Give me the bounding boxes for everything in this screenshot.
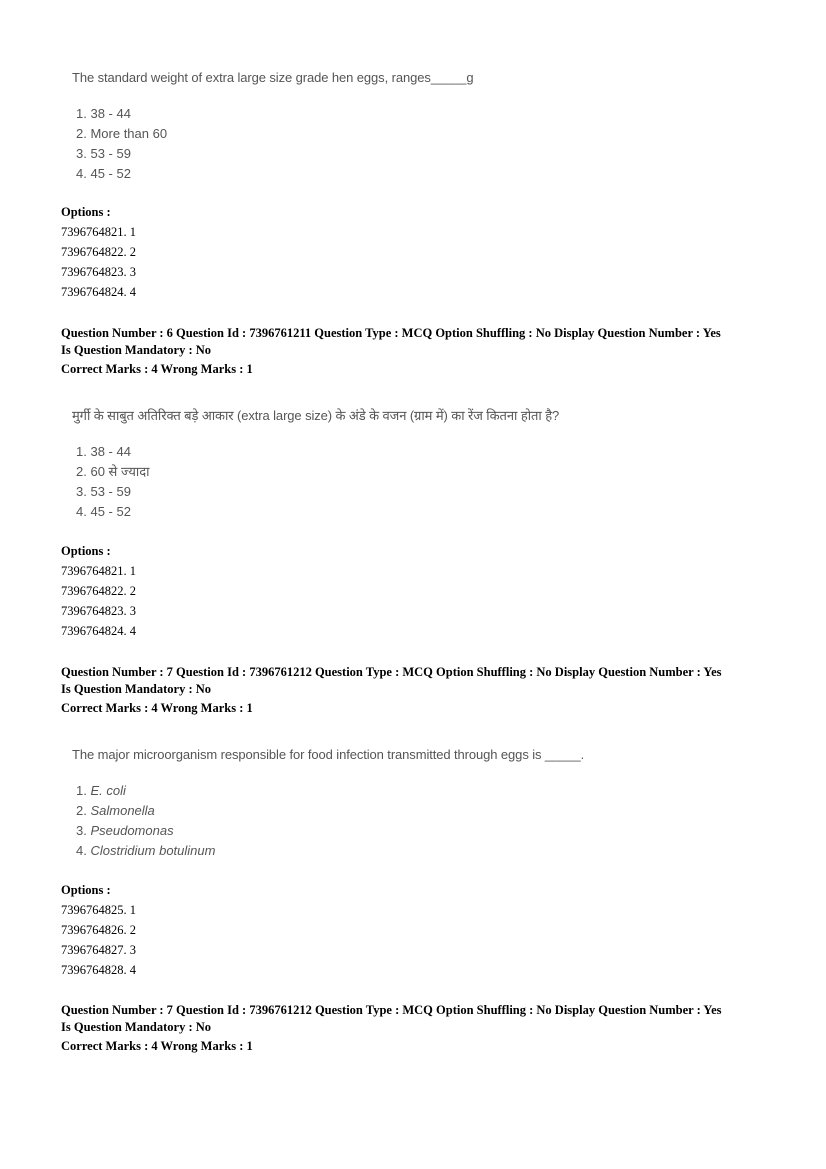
option-number: 1. <box>76 106 87 121</box>
question-option <box>72 124 474 144</box>
question-meta-line: Question Number : 6 Question Id : 7396761211 Question Type : MCQ Option Shuffling : No Display Question Number : Yes <box>61 326 721 340</box>
question-options-list <box>72 781 584 861</box>
question-header <box>61 664 722 718</box>
question-option <box>72 104 474 124</box>
option-text: 60 से ज्यादा <box>90 464 150 479</box>
question-image-microorganism <box>72 745 584 861</box>
question-mandatory-line: Is Question Mandatory : No <box>61 343 212 357</box>
question-meta-line: Question Number : 7 Question Id : 7396761212 Question Type : MCQ Option Shuffling : No Display Question Number : Yes <box>61 1003 722 1017</box>
question-option <box>72 781 584 801</box>
option-id: 7396764825. 1 <box>61 903 136 917</box>
question-option <box>72 144 474 164</box>
option-text: Clostridium botulinum <box>90 843 216 858</box>
options-block <box>61 880 136 980</box>
option-id: 7396764823. 3 <box>61 604 136 618</box>
option-id: 7396764821. 1 <box>61 225 136 239</box>
option-number: 3. <box>76 484 87 499</box>
question-option <box>72 502 559 522</box>
options-block <box>61 202 136 302</box>
question-option <box>72 482 559 502</box>
option-number: 3. <box>76 146 87 161</box>
question-marks-line: Correct Marks : 4 Wrong Marks : 1 <box>61 1039 253 1053</box>
option-text: E. coli <box>90 783 126 798</box>
option-id: 7396764826. 2 <box>61 923 136 937</box>
option-id: 7396764824. 4 <box>61 285 136 299</box>
option-number: 4. <box>76 504 87 519</box>
question-text: The standard weight of extra large size grade hen eggs, ranges_____g <box>72 70 474 85</box>
option-id: 7396764827. 3 <box>61 943 136 957</box>
option-id: 7396764824. 4 <box>61 624 136 638</box>
option-number: 4. <box>76 843 87 858</box>
question-meta-line: Question Number : 7 Question Id : 7396761212 Question Type : MCQ Option Shuffling : No Display Question Number : Yes <box>61 665 722 679</box>
question-option <box>72 841 584 861</box>
options-block <box>61 541 136 641</box>
question-option <box>72 821 584 841</box>
option-text: Salmonella <box>90 803 155 818</box>
question-header <box>61 325 721 379</box>
question-marks-line: Correct Marks : 4 Wrong Marks : 1 <box>61 362 253 376</box>
option-text: 45 - 52 <box>90 504 131 519</box>
option-number: 2. <box>76 803 87 818</box>
option-number: 2. <box>76 464 87 479</box>
option-id: 7396764823. 3 <box>61 265 136 279</box>
question-text: मुर्गी के साबुत अतिरिक्त बड़े आकार (extra large size) के अंडे के वजन (ग्राम में) का रेंज कितना होता है? <box>72 408 560 423</box>
options-label: Options : <box>61 205 111 219</box>
question-image-egg-weight <box>72 68 474 184</box>
question-option <box>72 801 584 821</box>
question-text: The major microorganism responsible for food infection transmitted through eggs is _____. <box>72 747 585 762</box>
option-text: 38 - 44 <box>90 106 131 121</box>
option-id: 7396764822. 2 <box>61 584 136 598</box>
option-text: 45 - 52 <box>90 166 131 181</box>
question-option <box>72 442 559 462</box>
option-text: Pseudomonas <box>90 823 174 838</box>
option-number: 1. <box>76 783 87 798</box>
option-id: 7396764822. 2 <box>61 245 136 259</box>
question-marks-line: Correct Marks : 4 Wrong Marks : 1 <box>61 701 253 715</box>
question-options-list <box>72 104 474 184</box>
option-id: 7396764828. 4 <box>61 963 136 977</box>
question-option <box>72 462 559 482</box>
option-text: 53 - 59 <box>90 484 131 499</box>
option-text: 38 - 44 <box>90 444 131 459</box>
question-header <box>61 1002 722 1056</box>
option-text: 53 - 59 <box>90 146 131 161</box>
question-options-list <box>72 442 559 522</box>
option-number: 1. <box>76 444 87 459</box>
options-label: Options : <box>61 544 111 558</box>
option-number: 4. <box>76 166 87 181</box>
option-number: 2. <box>76 126 87 141</box>
options-label: Options : <box>61 883 111 897</box>
option-number: 3. <box>76 823 87 838</box>
option-text: More than 60 <box>90 126 168 141</box>
question-mandatory-line: Is Question Mandatory : No <box>61 682 212 696</box>
question-mandatory-line: Is Question Mandatory : No <box>61 1020 212 1034</box>
question-option <box>72 164 474 184</box>
question-image-hindi <box>72 406 559 522</box>
option-id: 7396764821. 1 <box>61 564 136 578</box>
